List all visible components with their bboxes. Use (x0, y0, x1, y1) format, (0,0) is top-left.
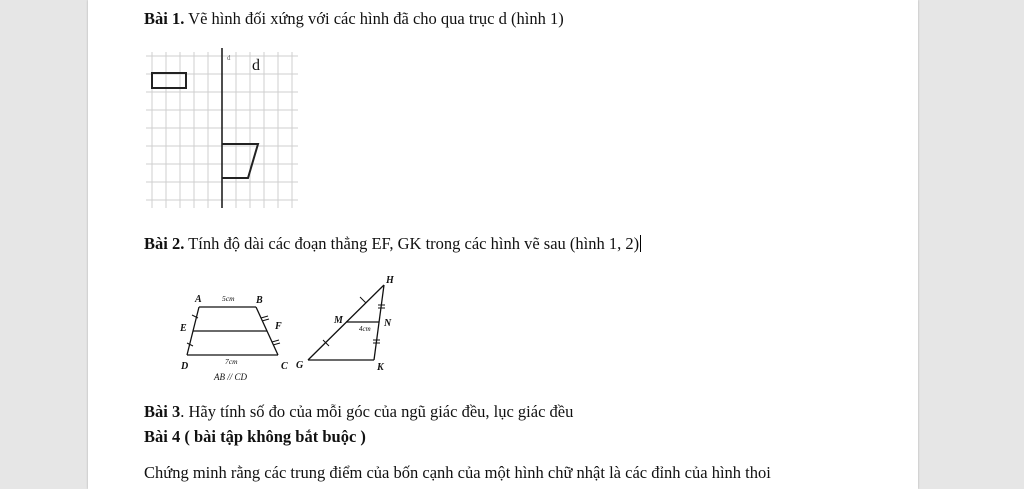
point-n-label: N (384, 318, 392, 329)
exercise-2-label: Bài 2. (144, 234, 185, 253)
parallel-note: AB // CD (214, 372, 247, 382)
small-d-label: d (227, 54, 231, 62)
exercise-4-text: Chứng minh rằng các trung điểm của bốn cạnh của một hình chữ nhật là các đỉnh của hình thoi (144, 463, 771, 482)
exercise-1-text: Vẽ hình đối xứng với các hình đã cho qua trục d (hình 1) (184, 9, 564, 28)
point-h-label: H (386, 275, 394, 286)
point-d-label: D (181, 361, 189, 372)
point-f-label: F (275, 321, 282, 332)
exercise-4-heading: Bài 4 ( bài tập không bắt buộc ) (144, 427, 366, 446)
exercise-1-label: Bài 1. (144, 9, 185, 28)
trapezoid-abcd (187, 307, 280, 355)
point-g-label: G (296, 360, 304, 371)
exercise-3-text: . Hãy tính số đo của mỗi góc của ngũ giác đều, lục giác đều (180, 402, 574, 421)
length-mn-label: 4cm (359, 325, 371, 333)
document-page (88, 0, 918, 489)
point-c-label: C (281, 361, 288, 372)
exercise-3-label: Bài 3 (144, 402, 181, 421)
point-k-label: K (377, 362, 384, 373)
axis-d-label: d (252, 57, 260, 74)
length-ab-label: 5cm (222, 294, 235, 303)
point-a-label: A (195, 294, 202, 305)
point-e-label: E (180, 323, 187, 334)
exercise-3-line (144, 402, 573, 422)
point-b-label: B (256, 295, 263, 306)
length-cd-label: 7cm (225, 357, 238, 366)
point-m-label: M (334, 315, 343, 326)
triangle-ghk (308, 285, 385, 360)
exercise-2-text: Tính độ dài các đoạn thẳng EF, GK trong các hình vẽ sau (hình 1, 2) (184, 234, 640, 253)
